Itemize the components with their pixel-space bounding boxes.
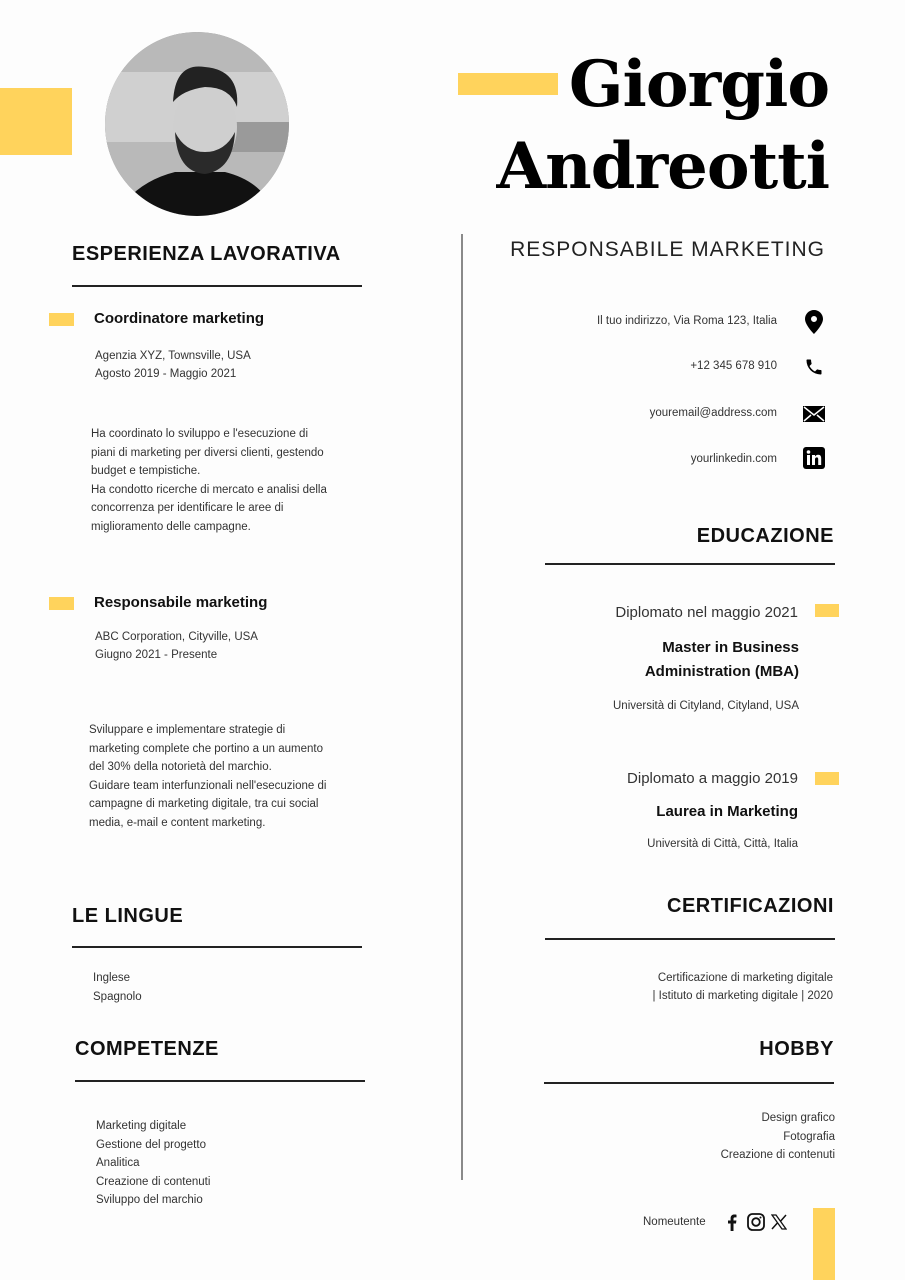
x-twitter-icon[interactable] xyxy=(771,1214,787,1235)
job-description xyxy=(89,721,326,832)
education-date: Diplomato nel maggio 2021 xyxy=(615,604,798,621)
envelope-icon xyxy=(803,403,825,425)
desc-line: media, e-mail e content marketing. xyxy=(89,816,266,829)
instagram-icon[interactable] xyxy=(747,1213,765,1236)
job-description xyxy=(91,425,327,536)
desc-line: concorrenza per identificare le aree di xyxy=(91,502,284,514)
job-role: RESPONSABILE MARKETING xyxy=(510,238,825,261)
social-username: Nomeutente xyxy=(643,1216,706,1228)
linkedin-icon xyxy=(803,447,825,469)
skills-divider xyxy=(75,1080,365,1082)
job-marker xyxy=(49,313,74,326)
job-company: ABC Corporation, Cityville, USA xyxy=(95,631,258,643)
job-title: Responsabile marketing xyxy=(94,594,268,611)
education-degree: Laurea in Marketing xyxy=(656,803,798,820)
hobby-heading: HOBBY xyxy=(759,1038,834,1060)
desc-line: Sviluppare e implementare strategie di xyxy=(89,724,286,736)
contact-address: Il tuo indirizzo, Via Roma 123, Italia xyxy=(596,315,777,327)
first-name: Giorgio xyxy=(568,47,829,122)
job-dates: Agosto 2019 - Maggio 2021 xyxy=(95,368,237,380)
certifications-divider xyxy=(545,938,835,940)
job-title: Coordinatore marketing xyxy=(94,310,265,327)
education-degree: Administration (MBA) xyxy=(644,663,799,680)
hobby-list xyxy=(721,1109,835,1165)
skills-list xyxy=(96,1117,210,1210)
skill-item: Sviluppo del marchio xyxy=(96,1194,203,1206)
desc-line: del 30% della notorietà del marchio. xyxy=(89,761,272,773)
experience-divider xyxy=(72,285,362,287)
certification-line: Certificazione di marketing digitale xyxy=(657,972,833,984)
hobby-divider xyxy=(544,1082,834,1084)
languages-divider xyxy=(72,946,362,948)
language-item: Inglese xyxy=(93,972,131,984)
hobby-item: Design grafico xyxy=(761,1112,835,1124)
phone-icon xyxy=(803,356,825,378)
languages-list xyxy=(93,969,142,1006)
languages-heading: LE LINGUE xyxy=(72,905,184,927)
desc-line: miglioramento delle campagne. xyxy=(91,520,251,533)
skill-item: Gestione del progetto xyxy=(96,1138,206,1151)
certification-line: | Istituto di marketing digitale | 2020 xyxy=(652,990,833,1002)
desc-line: campagne di marketing digitale, tra cui social xyxy=(89,798,319,810)
accent-bar-bottom xyxy=(813,1208,835,1280)
accent-block-left xyxy=(0,88,72,155)
desc-line: Guidare team interfunzionali nell'esecuzione di xyxy=(89,779,327,792)
education-marker xyxy=(815,604,839,617)
job-marker xyxy=(49,597,74,610)
experience-heading: ESPERIENZA LAVORATIVA xyxy=(72,243,341,265)
education-divider xyxy=(545,563,835,565)
desc-line: Ha condotto ricerche di mercato e analisi della xyxy=(91,483,327,496)
hobby-item: Creazione di contenuti xyxy=(720,1149,835,1161)
last-name: Andreotti xyxy=(496,129,829,204)
profile-photo xyxy=(105,32,289,216)
location-pin-icon xyxy=(803,311,825,333)
desc-line: piani di marketing per diversi clienti, gestendo xyxy=(91,446,324,459)
contact-email: youremail@address.com xyxy=(649,407,777,419)
desc-line: Ha coordinato lo sviluppo e l'esecuzione di xyxy=(91,428,308,440)
education-school: Università di Cityland, Cityland, USA xyxy=(613,700,799,712)
skill-item: Analitica xyxy=(96,1157,140,1169)
contact-linkedin: yourlinkedin.com xyxy=(690,453,777,465)
language-item: Spagnolo xyxy=(93,990,142,1003)
certifications-heading: CERTIFICAZIONI xyxy=(667,895,834,917)
facebook-icon[interactable] xyxy=(727,1214,737,1236)
accent-bar-name xyxy=(458,73,558,95)
education-date: Diplomato a maggio 2019 xyxy=(627,770,798,787)
contact-phone: +12 345 678 910 xyxy=(690,360,777,372)
skills-heading: COMPETENZE xyxy=(75,1038,219,1060)
hobby-item: Fotografia xyxy=(783,1130,835,1143)
job-dates: Giugno 2021 - Presente xyxy=(95,649,218,661)
education-heading: EDUCAZIONE xyxy=(696,525,834,547)
education-degree: Master in Business xyxy=(662,639,799,656)
skill-item: Marketing digitale xyxy=(96,1120,187,1132)
skill-item: Creazione di contenuti xyxy=(96,1175,211,1188)
column-divider xyxy=(461,234,463,1180)
job-company: Agenzia XYZ, Townsville, USA xyxy=(95,350,251,362)
desc-line: budget e tempistiche. xyxy=(91,465,201,477)
education-marker xyxy=(815,772,839,785)
education-school: Università di Città, Città, Italia xyxy=(647,838,798,850)
desc-line: marketing complete che portino a un aumento xyxy=(89,742,323,755)
